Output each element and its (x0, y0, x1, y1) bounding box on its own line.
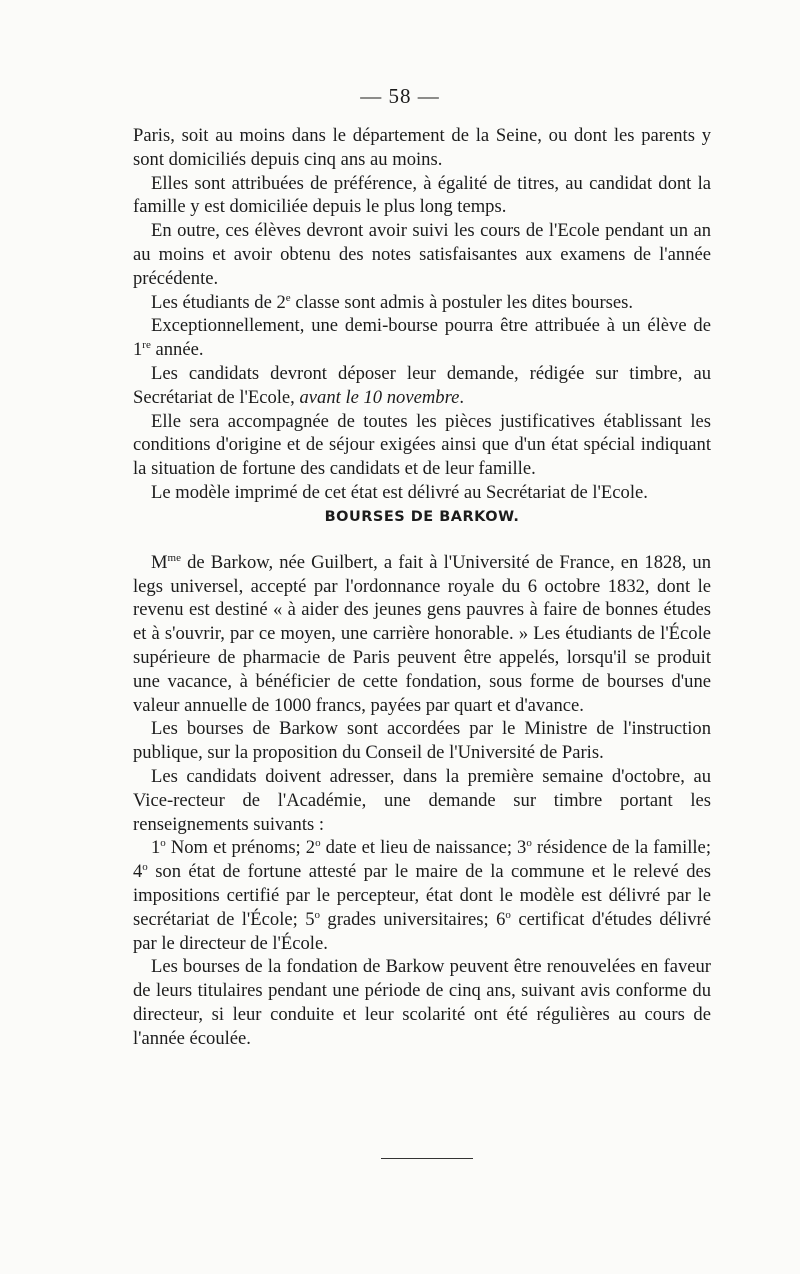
paragraph-documents: Elle sera accompagnée de toutes les pièces justificatives établissant les conditions d'origine et de séjour exigées ainsi que d'un état spécial indiquant la situation de fortune des candidats et de leur famille. (133, 410, 711, 480)
paragraph-continuation: Paris, soit au moins dans le département de la Seine, ou dont les parents y sont domiciliés depuis cinq ans au moins. (133, 125, 711, 170)
paragraph-barkow-application: Les candidats doivent adresser, dans la première semaine d'octobre, au Vice-recteur de l'Académie, une demande sur timbre portant les renseignements suivants : (133, 765, 711, 835)
paragraph-conditions: En outre, ces élèves devront avoir suivi les cours de l'Ecole pendant un an au moins et avoir obtenu des notes satisfaisantes aux examens de l'année précédente. (133, 220, 711, 289)
closing-rule (381, 1158, 473, 1159)
paragraph-deadline: Les candidats devront déposer leur demande, rédigée sur timbre, au Secrétariat de l'Ecole, avant le 10 novembre. (133, 362, 711, 408)
paragraph-half-bourse: Exceptionnellement, une demi-bourse pourra être attribuée à un élève de 1re année. (133, 315, 711, 361)
paragraph-barkow-list: 1$^o$ Nom et prénoms; 2$^o$ date et lieu de naissance; 3$^o$ résidence de la famille; 4$^o$ son état de fortune attesté par le maire de la commune et le relevé des impositions certifié par le percepteur, état dont le modèle est délivré par le secrétariat de l'École; 5$^o$ grades universitaires; 6$^o$ certificat d'études délivré par le directeur de l'École. (133, 837, 712, 954)
paragraph-attribution: Elles sont attribuées de préférence, à égalité de titres, au candidat dont la famille y est domiciliée depuis le plus long temps. (133, 172, 711, 218)
page-number: — 58 — (360, 84, 440, 108)
paragraph-barkow-legacy: $M^{me}$ de Barkow, née Guilbert, a fait à l'Université de France, en 1828, un legs universel, accepté par l'ordonnance royale du 6 octobre 1832, dont le revenu est destiné « à aider des jeunes gens pauvres à faire de bonnes études et à s'ouvrir, par ce moyen, une carrière honorable. » Les étudiants de l'École supérieure de pharmacie de Paris peuvent être appelés, lorsqu'il se produit une vacance, à bénéficier de cette fondation, sous forme de bourses d'une valeur annuelle de 1000 francs, payées par quart et d'avance. (133, 551, 711, 716)
page-body (133, 124, 711, 1050)
paragraph-model: Le modèle imprimé de cet état est délivré au Secrétariat de l'Ecole. (151, 481, 648, 503)
paragraph-second-class: Les étudiants de 2e classe sont admis à postuler les dites bourses. (151, 291, 634, 313)
section-heading: BOURSES DE BARKOW. (324, 508, 520, 525)
paragraph-barkow-minister: Les bourses de Barkow sont accordées par le Ministre de l'instruction publique, sur la proposition du Conseil de l'Université de Paris. (133, 718, 711, 764)
paragraph-barkow-renewal: Les bourses de la fondation de Barkow peuvent être renouvelées en faveur de leurs titulaires pendant une période de cinq ans, suivant avis conforme du directeur, si leur conduite et leur scolarité ont été régulières au cours de l'année écoulée. (133, 956, 711, 1049)
